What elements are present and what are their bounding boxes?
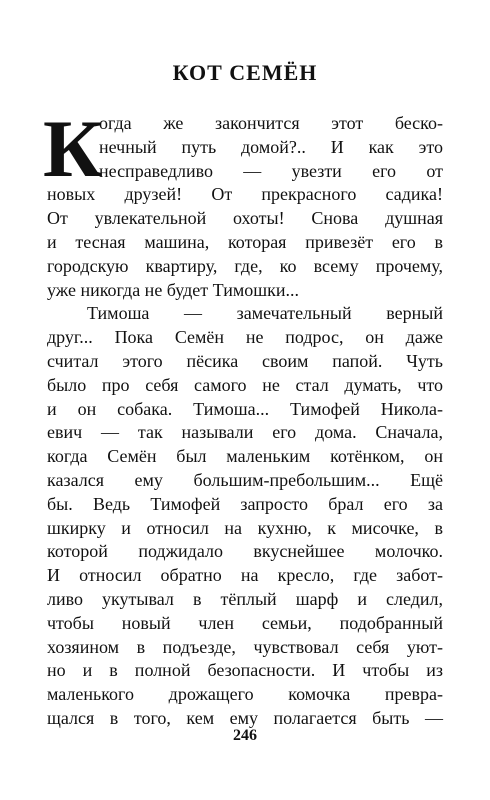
text-line: считал этого пёсика своим папой. Чуть	[47, 350, 443, 371]
text-line: было про себя самого не стал думать, что	[47, 374, 443, 395]
text-line: чтобы новый член семьи, подобранный	[47, 612, 443, 633]
chapter-title: КОТ СЕМЁН	[172, 60, 318, 85]
body-text	[43, 103, 443, 731]
text-line: щался в того, кем ему полагается быть —	[47, 707, 443, 728]
text-line: когда Семён был маленьким котёнком, он	[47, 446, 443, 467]
text-line: и он собака. Тимоша... Тимофей Никола-	[47, 398, 443, 419]
second-paragraph	[47, 302, 443, 730]
text-line: маленького дрожащего комочка превра-	[47, 684, 443, 705]
text-line: Тимоша — замечательный верный	[87, 303, 443, 324]
text-line: но и в полной безопасности. И чтобы из	[47, 660, 443, 681]
text-line: казался ему большим-пребольшим... Ещё	[47, 469, 443, 490]
text-line: уже никогда не будет Тимошки...	[47, 279, 299, 300]
text-line: нечный путь домой?.. И как это	[99, 136, 443, 157]
text-line: городскую квартиру, где, ко всему прочему,	[47, 255, 443, 276]
text-line: друг... Пока Семён не подрос, он даже	[47, 327, 443, 348]
text-line: бы. Ведь Тимофей запросто брал его за	[47, 493, 443, 514]
drop-cap-letter: К	[43, 103, 102, 194]
text-line: огда же закончится этот беско-	[99, 113, 443, 133]
text-line: И относил обратно на кресло, где забот-	[47, 565, 443, 586]
text-line: евич — так называли его дома. Сначала,	[47, 422, 443, 443]
text-line: и тесная машина, которая привезёт его в	[47, 231, 443, 252]
first-paragraph	[43, 103, 443, 302]
page-number: 246	[233, 727, 257, 744]
text-line: которой поджидало вкуснейшее молочко.	[47, 541, 443, 562]
text-line: ливо укутывал в тёплый шарф и следил,	[47, 588, 443, 609]
text-line: хозяином в подъезде, чувствовал себя уют-	[47, 636, 443, 657]
text-line: новых друзей! От прекрасного садика!	[47, 184, 443, 205]
text-line: несправедливо — увезти его от	[99, 160, 443, 181]
text-line: шкирку и относил на кухню, к мисочке, в	[47, 517, 443, 538]
text-line: От увлекательной охоты! Снова душная	[47, 208, 443, 229]
